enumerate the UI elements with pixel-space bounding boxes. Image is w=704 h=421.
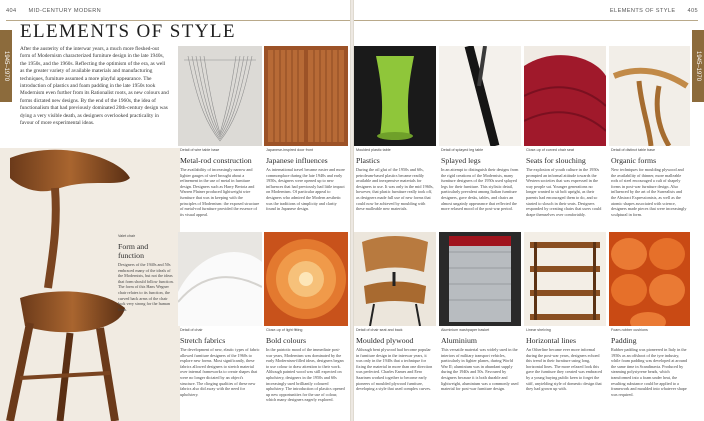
foam-cushions-image bbox=[609, 232, 690, 326]
splayed-leg-image bbox=[439, 46, 521, 146]
feature-padding bbox=[609, 232, 690, 421]
right-page bbox=[354, 0, 704, 421]
section-text: Rubber padding was pioneered in Italy in the 1950s as an offshoot of the tyre industry, while foam padding was developed at around the same time in Scandinavia. Produced by steaming polystyrene beads, which transformed into a foam under heat, the resulting substance could be applied to a framework and moulded into whatever shape was required. bbox=[611, 347, 688, 397]
section-heading: Horizontal lines bbox=[526, 336, 577, 345]
feature-seats-slouching bbox=[524, 46, 606, 230]
section-text: In an attempt to distinguish their designs from the rigid creations of the Modernists, many furniture designers of the 1950s used splayed legs for their furniture. This stylistic detail, particularly prevalent among Italian furniture designers, gave desks, tables, and chairs an almost ungainly appearance that reflected the more relaxed mood of the post-war period. bbox=[441, 167, 519, 212]
section-text: Although bent plywood had become popular in furniture design in the interwar years, it was only in the 1940s that a technique for fixing the material in more than one direction was perfected. Charles Eames and Eero Saarinen worked together to become early pioneers of moulded plywood furniture, developing a style that used complex curves. bbox=[356, 347, 433, 392]
section-heading: Seats for slouching bbox=[526, 156, 586, 165]
chair-seat-back-image bbox=[354, 232, 436, 326]
feature-moulded-plywood bbox=[354, 232, 436, 421]
section-heading: Bold colours bbox=[266, 336, 307, 345]
section-heading: Padding bbox=[611, 336, 637, 345]
feature-aluminium bbox=[439, 232, 521, 421]
image-caption: Foam-rubber cushions bbox=[611, 328, 648, 332]
image-caption: Detail of wire table base bbox=[180, 148, 220, 152]
feature-japanese bbox=[264, 46, 348, 230]
feature-organic-forms bbox=[609, 46, 690, 230]
image-caption: Detail of chair bbox=[180, 328, 203, 332]
section-text: The development of new, elastic types of fabric allowed furniture designers of the 1960s to explore new forms. Most significantly, these fabrics allowed designers to stretch material over internal frameworks to create shapes that were no longer dictated by an object's structure. The clinging qualities of these new fabrics also did away with the need for upholstery. bbox=[180, 347, 260, 397]
section-heading: Aluminium bbox=[441, 336, 477, 345]
running-head-right: ELEMENTS OF STYLE bbox=[609, 8, 676, 14]
section-text: During the oil glut of the 1950s and 60s, petroleum-based plastics became readily available and inexpensive materials for designers to use. It was only in the mid 1960s, however, that plastic furniture really took off, as designers made full use of new forms that could now be achieved by moulding with these malleable new materials. bbox=[356, 167, 434, 212]
header-rule bbox=[354, 20, 698, 21]
image-caption: Aluminium washpaper basket bbox=[441, 328, 490, 332]
feature-splayed-legs bbox=[439, 46, 521, 230]
section-text: New techniques for moulding plywood and the availability of thinner, more malleable rods of steel encouraged a cult of shapely forms in post-war furniture design. Also influenced by the art of the Surrealists and the Abstract Expressionists, as well as the atomic shapes associated with science, designers made pieces that were increasingly sculptural in form. bbox=[611, 167, 687, 217]
section-text: The availability of increasingly narrow and lighter gauges of steel brought about a refinement in the use of metal in furniture design. Designers such as Harry Bertoia and Warren Platner produced lightweight wire furniture that was in keeping with the principles of Modernism: the exposed structure of metal-rod furniture provided the essence of its visual appeal. bbox=[180, 167, 260, 217]
feature-plastics bbox=[354, 46, 436, 230]
intro-paragraph: After the austerity of the interwar years, a much more fleshed-out form of Modernism characterized furniture design in the late 1940s, the 1950s, and the 1960s. Reflecting the optimism of the era, as well as the greater variety of available materials and manufacturing techniques, furniture assumed a more playful appearance. The introduction of plastics and foam padding in the late 1950s took Modernism even further from its Rationalist roots, as new colours and forms dictated new designs. By the end of the 1960s, the idea of functionalism that had previously dominated 20th-century design was dying a very visible death, as designers overlooked practicality in favour of more experimental ideas. bbox=[20, 46, 169, 127]
feature-metal-rod bbox=[178, 46, 262, 230]
page-title: ELEMENTS OF STYLE bbox=[20, 21, 236, 42]
chair-detail-image bbox=[178, 232, 262, 326]
section-text: As international travel became easier and more commonplace during the late 1940s and early 1950s, designers were opened up to new influences that had previously had little impact on Modernism. Of particular appeal to designers who admired the Modern aesthetic was the traditions of simplicity and clarity found in Japanese design. bbox=[266, 167, 345, 212]
running-head-left: MID-CENTURY MODERN bbox=[28, 8, 102, 14]
section-heading: Form and function bbox=[118, 242, 149, 260]
feature-stretch-fabrics bbox=[178, 232, 262, 421]
image-caption: Valet chair bbox=[118, 234, 136, 238]
plastic-table-image bbox=[354, 46, 436, 146]
image-caption: Close-up of curved chair seat bbox=[526, 148, 574, 152]
section-text: An Otherline became ever more informal during the post-war years, designers echoed this trend in their furniture using long, horizontal lines. The more relaxed look this gave the furniture they created was embraced by a young buying public keen to forget the stiff, unyielding style of domestic design that they had grown up with. bbox=[526, 347, 603, 392]
section-text: In the patriotic mood of the immediate post-war years, Modernism was dominated by the early Modernism-filled ideas, designers began to use colour to draw attention to their work. Although painted wood was still expected on upholstery, designers in the 1950s and 60s increasingly used brilliantly coloured upholstery. The introduction of plastics opened up new opportunities for the use of colour, which many designers eagerly explored. bbox=[266, 347, 345, 403]
section-heading: Moulded plywood bbox=[356, 336, 414, 345]
section-text: The explosion of youth culture in the 1950s prompted an informal attitude towards the Western societies that was expressed in the way people sat. Younger generations no longer wanted to sit bolt upright, as their parents had encouraged them to do, and so started to slouch in their seats. Designers responded by creating chairs that users could drape themselves over comfortably. bbox=[526, 167, 602, 217]
section-text: This versatile material was widely used in the interiors of military transport vehicles, particularly in fighter planes, during World War II; aluminium was in abundant supply during the 1940s and 50s. Favoured by designers because it is both durable and lightweight, aluminium was a commonly used material for post-war furniture design. bbox=[441, 347, 519, 392]
image-caption: Close-up of light fitting bbox=[266, 328, 303, 332]
section-heading: Plastics bbox=[356, 156, 380, 165]
section-heading: Metal-rod construction bbox=[180, 156, 252, 165]
image-caption: Detail of chair seat and back bbox=[356, 328, 403, 332]
period-tab-right: 1945–1970 bbox=[692, 30, 704, 102]
image-caption: Detail of splayed leg table bbox=[441, 148, 484, 152]
linear-shelving-image bbox=[524, 232, 606, 326]
curved-seat-image bbox=[524, 46, 606, 146]
image-caption: Detail of distinct table base bbox=[611, 148, 656, 152]
hero-text-block bbox=[118, 234, 176, 312]
aluminium-basket-image bbox=[439, 232, 521, 326]
period-tab-left: 1945–1970 bbox=[0, 30, 12, 102]
feature-bold-colours bbox=[264, 232, 348, 421]
folio-right: 405 bbox=[687, 8, 698, 14]
section-heading: Japanese influences bbox=[266, 156, 328, 165]
wire-table-base-image bbox=[178, 46, 262, 146]
light-fitting-image bbox=[264, 232, 348, 326]
image-caption: Japanese-inspired door front bbox=[266, 148, 313, 152]
image-caption: Moulded plastic table bbox=[356, 148, 391, 152]
section-text: Designers of the 1940s and 50s embraced many of the ideals of the Modernists, but not the ideas that form should follow function. The form of this Hans Wegner chair relates to its function, the curved back arms of the chair look very strong for the human form. bbox=[118, 262, 174, 312]
section-heading: Organic forms bbox=[611, 156, 657, 165]
table-base-image bbox=[609, 46, 690, 146]
section-heading: Splayed legs bbox=[441, 156, 481, 165]
feature-horizontal-lines bbox=[524, 232, 606, 421]
japanese-door-image bbox=[264, 46, 348, 146]
left-page bbox=[0, 0, 350, 421]
section-heading: Stretch fabrics bbox=[180, 336, 226, 345]
folio-left: 404 bbox=[6, 8, 17, 14]
image-caption: Linear shelving bbox=[526, 328, 551, 332]
